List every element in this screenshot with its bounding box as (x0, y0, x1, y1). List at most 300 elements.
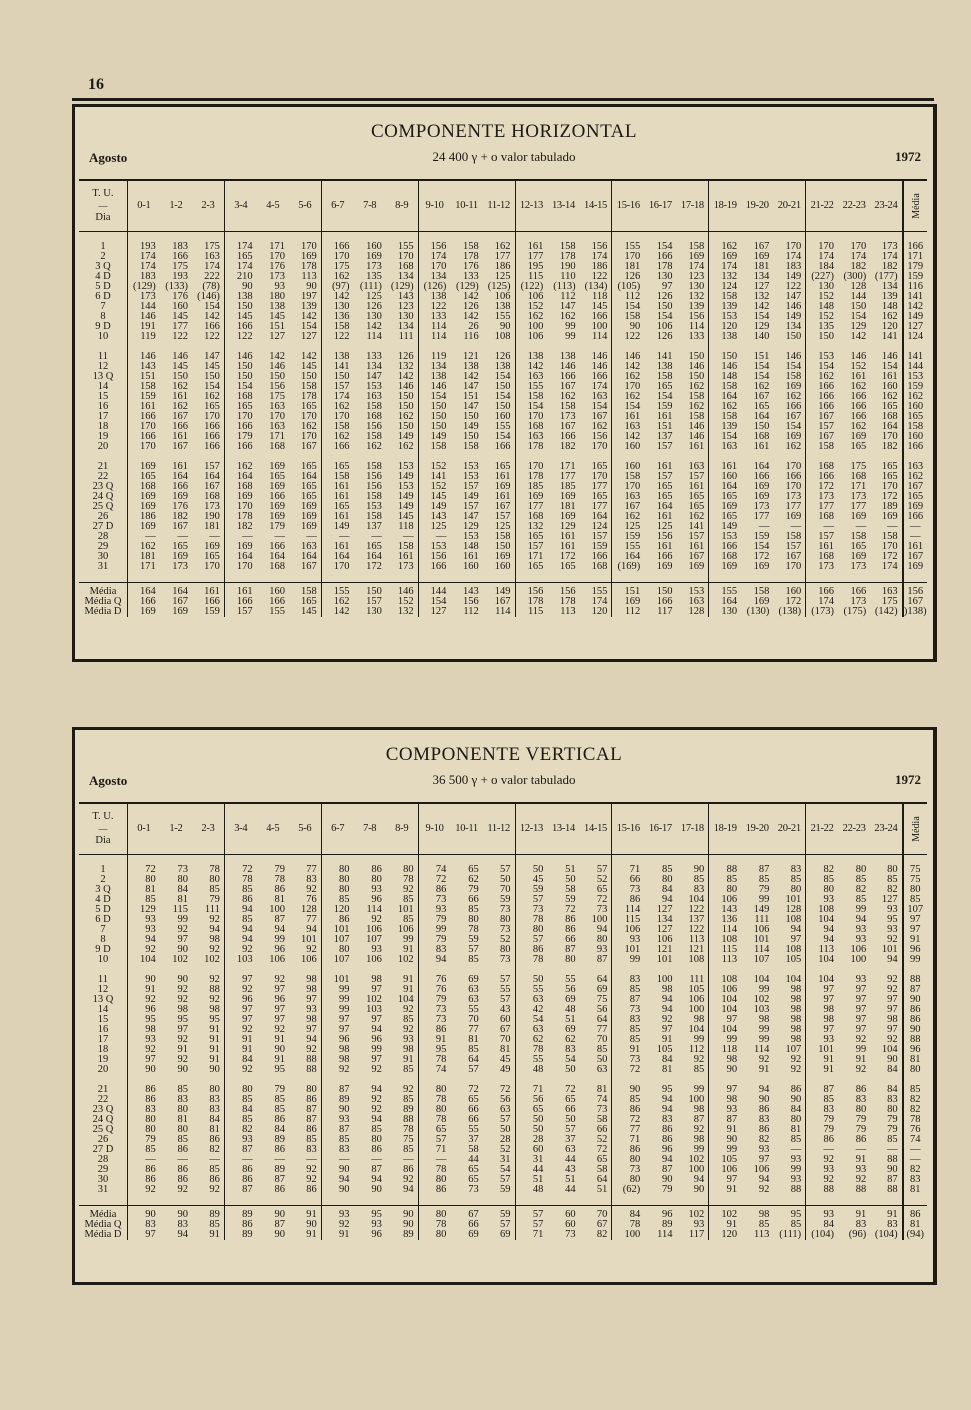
mean-row (79, 607, 927, 617)
value-cell: 105 (721, 1154, 738, 1165)
value-cell: 166 (333, 441, 350, 452)
spacer-cell (160, 572, 192, 583)
mean-row (79, 1230, 927, 1240)
value-cell: 149 (753, 904, 770, 915)
value-cell: 165 (289, 492, 321, 502)
value-cell: 80 (339, 874, 350, 885)
value-cell: 103 (236, 954, 253, 965)
value-cell: 133 (462, 271, 479, 282)
value-cell: 78 (435, 1219, 447, 1230)
value-cell: 81 (274, 894, 285, 905)
panel-year: 1972 (895, 772, 921, 787)
value-cell: 73 (483, 905, 515, 915)
value-cell: 94 (662, 1004, 673, 1015)
value-cell: 43 (483, 1005, 515, 1015)
value-cell: 122 (677, 925, 709, 935)
value-cell: 86 (371, 864, 382, 875)
value-cell: 153 (462, 531, 479, 542)
value-cell: 170 (236, 561, 253, 572)
value-cell: 146 (677, 432, 709, 442)
value-cell: 162 (677, 512, 709, 522)
value-cell: 86 (177, 1174, 189, 1185)
value-cell: 158 (366, 511, 382, 522)
value-cell: 96 (274, 944, 285, 955)
value-cell: 114 (754, 944, 770, 955)
value-cell: 85 (289, 1135, 321, 1145)
value-cell: 170 (269, 411, 285, 422)
header-row (79, 803, 927, 855)
value-cell: 75 (386, 1135, 418, 1145)
value-cell: 79 (823, 1124, 834, 1135)
value-cell: 51 (565, 864, 576, 875)
value-cell: 162 (580, 422, 612, 432)
value-cell: 106 (386, 925, 418, 935)
value-cell: 92 (339, 1219, 350, 1230)
value-cell: (129) (455, 281, 479, 292)
value-cell: 150 (236, 361, 253, 372)
value-cell: 177 (850, 501, 867, 512)
table-row (79, 332, 927, 342)
value-cell: 106 (624, 924, 641, 935)
value-cell: 169 (140, 606, 156, 617)
value-cell: 87 (870, 1175, 902, 1185)
value-cell: 147 (773, 292, 805, 302)
value-cell: 96 (371, 1229, 382, 1240)
value-cell: 82 (580, 1230, 612, 1240)
day-label: 23 Q (79, 1105, 127, 1115)
value-cell: 82 (758, 1134, 770, 1145)
value-cell: 80 (145, 1124, 156, 1135)
value-cell: 177 (527, 501, 544, 512)
value-cell: 96 (242, 994, 253, 1005)
value-cell: 80 (289, 1085, 321, 1095)
value-cell: 85 (677, 1065, 709, 1075)
value-cell: 86 (145, 1164, 156, 1175)
value-cell: 170 (870, 542, 902, 552)
value-cell: 91 (823, 1064, 834, 1075)
value-cell: 95 (662, 1084, 673, 1095)
day-label: 15 (79, 392, 127, 402)
value-cell: 175 (269, 391, 285, 402)
value-cell: 94 (242, 924, 253, 935)
value-cell: 164 (333, 551, 350, 562)
value-cell: 161 (333, 481, 350, 492)
value-cell: 155 (386, 242, 418, 252)
value-cell: 87 (242, 1184, 253, 1195)
value-cell: 126 (483, 352, 515, 362)
value-cell: 159 (656, 401, 673, 412)
value-cell: 87 (274, 914, 285, 925)
value-cell: 50 (483, 875, 515, 885)
value-cell: 127 (430, 606, 447, 617)
value-cell: 72 (483, 1085, 515, 1095)
value-cell: 44 (565, 1184, 576, 1195)
value-cell: 66 (565, 934, 576, 945)
value-cell: 99 (339, 994, 350, 1005)
value-cell: 65 (468, 1164, 479, 1175)
value-cell: 86 (242, 894, 253, 905)
value-cell: 157 (333, 381, 350, 392)
value-cell: 167 (818, 431, 834, 442)
value-cell: 81 (662, 1064, 673, 1075)
value-cell: 149 (430, 501, 447, 512)
value-cell: 60 (565, 1219, 576, 1230)
value-cell: 178 (559, 596, 576, 607)
value-cell: 54 (532, 1014, 544, 1025)
spacer-cell (386, 1195, 418, 1206)
value-cell: 164 (721, 391, 738, 402)
value-cell: 158 (333, 421, 350, 432)
value-cell: 157 (677, 472, 709, 482)
value-cell: 161 (527, 241, 544, 252)
value-cell: 71 (532, 1229, 544, 1240)
value-cell: 123 (386, 302, 418, 312)
value-cell: 106 (656, 934, 673, 945)
value-cell: 102 (192, 955, 224, 965)
value-cell: 104 (721, 1004, 738, 1015)
value-cell: 166 (656, 596, 673, 607)
value-cell: 138 (656, 361, 673, 372)
value-cell: 162 (850, 421, 867, 432)
hour-column-header: 19-20 (741, 803, 773, 855)
value-cell: 91 (386, 1055, 418, 1065)
value-cell: 55 (565, 974, 576, 985)
mean-row (79, 1206, 927, 1221)
daily-mean-cell: )138) (903, 606, 927, 617)
value-cell: 144 (418, 583, 450, 598)
value-cell: 170 (269, 251, 285, 262)
value-cell: 173 (818, 561, 834, 572)
value-cell: 161 (656, 461, 673, 472)
value-cell: 94 (662, 1104, 673, 1115)
value-cell: 161 (559, 531, 576, 542)
value-cell: 50 (483, 1125, 515, 1135)
value-cell: 96 (644, 1206, 676, 1221)
value-cell: 77 (289, 865, 321, 875)
value-cell: 168 (870, 412, 902, 422)
value-cell: 81 (177, 894, 189, 905)
value-cell: (122) (520, 281, 544, 292)
value-cell: 156 (269, 381, 285, 392)
value-cell: 99 (371, 1044, 382, 1055)
value-cell: 165 (677, 492, 709, 502)
value-cell: 87 (289, 1115, 321, 1125)
spacer-cell (386, 572, 418, 583)
value-cell: 80 (435, 1104, 447, 1115)
value-cell: 94 (662, 1094, 673, 1105)
value-cell: — (823, 521, 834, 532)
day-column-header (79, 803, 127, 855)
value-cell: 137 (656, 431, 673, 442)
day-label: 9 D (79, 945, 127, 955)
value-cell: 170 (527, 461, 544, 472)
value-cell: 146 (386, 382, 418, 392)
value-cell: 97 (855, 984, 867, 995)
value-cell: 87 (242, 1144, 253, 1155)
value-cell: 83 (192, 1095, 224, 1105)
value-cell: 133 (430, 311, 447, 322)
value-cell: 167 (289, 442, 321, 452)
value-cell: 51 (565, 1014, 576, 1025)
daily-mean-cell: 171 (903, 252, 927, 262)
value-cell: 156 (547, 583, 579, 598)
value-cell: 93 (371, 944, 382, 955)
value-cell: 150 (656, 301, 673, 312)
value-cell: 141 (870, 332, 902, 342)
value-cell: 106 (483, 292, 515, 302)
hour-column-header: 12-13 (515, 180, 547, 232)
value-cell: (78) (192, 282, 224, 292)
value-cell: 168 (236, 391, 253, 402)
value-cell: 104 (677, 1025, 709, 1035)
spacer-cell (515, 1195, 547, 1206)
value-cell: 80 (145, 1114, 156, 1125)
value-cell: 79 (870, 1125, 902, 1135)
value-cell: 162 (677, 382, 709, 392)
value-cell: 165 (870, 402, 902, 412)
day-label: 4 D (79, 895, 127, 905)
value-cell: 87 (629, 994, 641, 1005)
value-cell: 147 (559, 301, 576, 312)
value-cell: 100 (677, 1165, 709, 1175)
value-cell: 182 (850, 261, 867, 272)
value-cell: 84 (242, 1104, 253, 1115)
value-cell: 92 (855, 1064, 867, 1075)
value-cell: 146 (850, 351, 867, 362)
value-cell: 85 (339, 894, 350, 905)
value-cell: 160 (483, 562, 515, 572)
value-cell: 118 (721, 1044, 738, 1055)
value-cell: 171 (140, 561, 156, 572)
value-cell: 158 (818, 441, 834, 452)
value-cell: 158 (462, 241, 479, 252)
value-cell: 154 (580, 402, 612, 412)
value-cell: 73 (435, 894, 447, 905)
value-cell: 86 (773, 1085, 805, 1095)
value-cell: 84 (612, 1206, 644, 1221)
value-cell: 146 (870, 352, 902, 362)
value-cell: 52 (483, 1145, 515, 1155)
hour-column-header: 14-15 (580, 803, 612, 855)
value-cell: 169 (289, 502, 321, 512)
value-cell: 72 (565, 1084, 576, 1095)
value-cell: 57 (483, 865, 515, 875)
value-cell: 132 (721, 271, 738, 282)
table-row (79, 442, 927, 452)
day-label: Dia (95, 835, 111, 846)
value-cell: 149 (333, 521, 350, 532)
value-cell: — (289, 532, 321, 542)
value-cell: 125 (624, 521, 641, 532)
value-cell: 93 (855, 924, 867, 935)
value-cell: 85 (870, 1135, 902, 1145)
value-cell: 73 (565, 1229, 576, 1240)
value-cell: — (274, 531, 285, 542)
value-cell: 162 (483, 242, 515, 252)
value-cell: 93 (726, 1104, 738, 1115)
value-cell: 83 (677, 885, 709, 895)
value-cell: 114 (624, 904, 641, 915)
value-cell: 97 (758, 1154, 770, 1165)
value-cell: 79 (855, 1124, 867, 1135)
value-cell: 164 (753, 411, 770, 422)
value-cell: 85 (386, 1015, 418, 1025)
hour-column-header: 3-4 (224, 180, 256, 232)
value-cell: 92 (758, 1054, 770, 1065)
value-cell: 167 (289, 562, 321, 572)
value-cell: 87 (677, 1115, 709, 1125)
value-cell: 92 (677, 1055, 709, 1065)
value-cell: 94 (339, 1174, 350, 1185)
value-cell: 63 (483, 1105, 515, 1115)
day-label: 19 (79, 432, 127, 442)
value-cell: 169 (140, 461, 156, 472)
value-cell: 169 (236, 491, 253, 502)
value-cell: 128 (773, 905, 805, 915)
value-cell: — (371, 1154, 382, 1165)
value-cell: 57 (515, 1206, 547, 1221)
value-cell: 157 (677, 532, 709, 542)
value-cell: 85 (177, 1134, 189, 1145)
value-cell: 91 (726, 1124, 738, 1135)
value-cell: 65 (565, 1094, 576, 1105)
value-cell: 86 (145, 1174, 156, 1185)
value-cell: 172 (818, 481, 834, 492)
value-cell: 161 (483, 492, 515, 502)
value-cell: 154 (430, 391, 447, 402)
value-cell: 157 (656, 441, 673, 452)
value-cell: 92 (371, 1104, 382, 1115)
value-cell: 79 (758, 884, 770, 895)
value-cell: — (339, 531, 350, 542)
value-cell: 162 (386, 412, 418, 422)
value-cell: 90 (177, 974, 189, 985)
value-cell: 94 (192, 925, 224, 935)
day-label: 12 (79, 362, 127, 372)
value-cell: 85 (192, 1220, 224, 1230)
value-cell: 169 (773, 382, 805, 392)
daily-mean-cell: 90 (903, 995, 927, 1005)
value-cell: 92 (289, 945, 321, 955)
daily-mean-cell: 159 (903, 382, 927, 392)
value-cell: — (435, 531, 447, 542)
value-cell: 69 (468, 974, 479, 985)
value-cell: 161 (140, 401, 156, 412)
value-cell: 157 (580, 532, 612, 542)
value-cell: 174 (236, 241, 253, 252)
value-cell: 87 (339, 1084, 350, 1095)
value-cell: 71 (435, 1144, 447, 1155)
value-cell: 85 (145, 1144, 156, 1155)
day-label: 26 (79, 512, 127, 522)
value-cell: 57 (468, 1064, 479, 1075)
value-cell: 179 (236, 431, 253, 442)
value-cell: 150 (386, 402, 418, 412)
value-cell: 142 (462, 371, 479, 382)
value-cell: 165 (289, 482, 321, 492)
value-cell: 156 (462, 596, 479, 607)
value-cell: 114 (431, 321, 447, 332)
value-cell: 64 (468, 1054, 479, 1065)
value-cell: 91 (435, 1034, 447, 1045)
value-cell: 98 (386, 1045, 418, 1055)
value-cell: 150 (236, 301, 253, 312)
value-cell: 114 (366, 331, 382, 342)
day-label: 10 (79, 332, 127, 342)
value-cell: 166 (838, 583, 870, 598)
value-cell: 98 (662, 984, 673, 995)
value-cell: 146 (140, 351, 156, 362)
spacer-cell (79, 1195, 127, 1206)
value-cell: 166 (192, 442, 224, 452)
daily-mean-cell: 141 (903, 352, 927, 362)
day-label: 25 Q (79, 1125, 127, 1135)
value-cell: 106 (527, 331, 544, 342)
value-cell: 163 (624, 421, 641, 432)
value-cell: 58 (468, 1144, 479, 1155)
value-cell: 85 (773, 875, 805, 885)
value-cell: 142 (624, 431, 641, 442)
value-cell: 165 (527, 561, 544, 572)
value-cell: 168 (527, 421, 544, 432)
value-cell: 165 (366, 541, 382, 552)
value-cell: 174 (140, 261, 156, 272)
value-cell: 92 (386, 1175, 418, 1185)
value-cell: 110 (560, 271, 576, 282)
value-cell: 86 (274, 1184, 285, 1195)
value-cell: 166 (140, 431, 156, 442)
value-cell: 165 (580, 462, 612, 472)
value-cell: 48 (532, 1064, 544, 1075)
value-cell: 145 (580, 302, 612, 312)
value-cell: 55 (532, 984, 544, 995)
value-cell: 177 (773, 502, 805, 512)
value-cell: 169 (269, 501, 285, 512)
value-cell: 86 (274, 1144, 285, 1155)
value-cell: 69 (468, 1229, 479, 1240)
value-cell: 129 (559, 521, 576, 532)
value-cell: 93 (806, 1206, 838, 1221)
value-cell: 90 (177, 944, 189, 955)
day-label: 17 (79, 412, 127, 422)
value-cell: 99 (855, 1044, 867, 1055)
value-cell: 168 (721, 551, 738, 562)
value-cell: 86 (274, 1114, 285, 1125)
value-cell: 158 (741, 583, 773, 598)
value-cell: 166 (192, 432, 224, 442)
value-cell: 97 (773, 935, 805, 945)
value-cell: 92 (870, 975, 902, 985)
value-cell: 72 (580, 1145, 612, 1155)
value-cell: 85 (773, 1135, 805, 1145)
value-cell: 142 (462, 311, 479, 322)
value-cell: 164 (366, 551, 382, 562)
value-cell: 158 (624, 311, 641, 322)
value-cell: 169 (140, 521, 156, 532)
value-cell: 80 (145, 874, 156, 885)
value-cell: 149 (386, 432, 418, 442)
value-cell: 49 (483, 1065, 515, 1075)
value-cell: 138 (483, 302, 515, 312)
value-cell: 65 (580, 1155, 612, 1165)
value-cell: 92 (758, 1184, 770, 1195)
value-cell: 92 (242, 944, 253, 955)
value-cell: 128 (850, 281, 867, 292)
value-cell: 153 (677, 583, 709, 598)
value-cell: 169 (721, 501, 738, 512)
value-cell: 92 (823, 1174, 834, 1185)
value-cell: 94 (435, 954, 447, 965)
